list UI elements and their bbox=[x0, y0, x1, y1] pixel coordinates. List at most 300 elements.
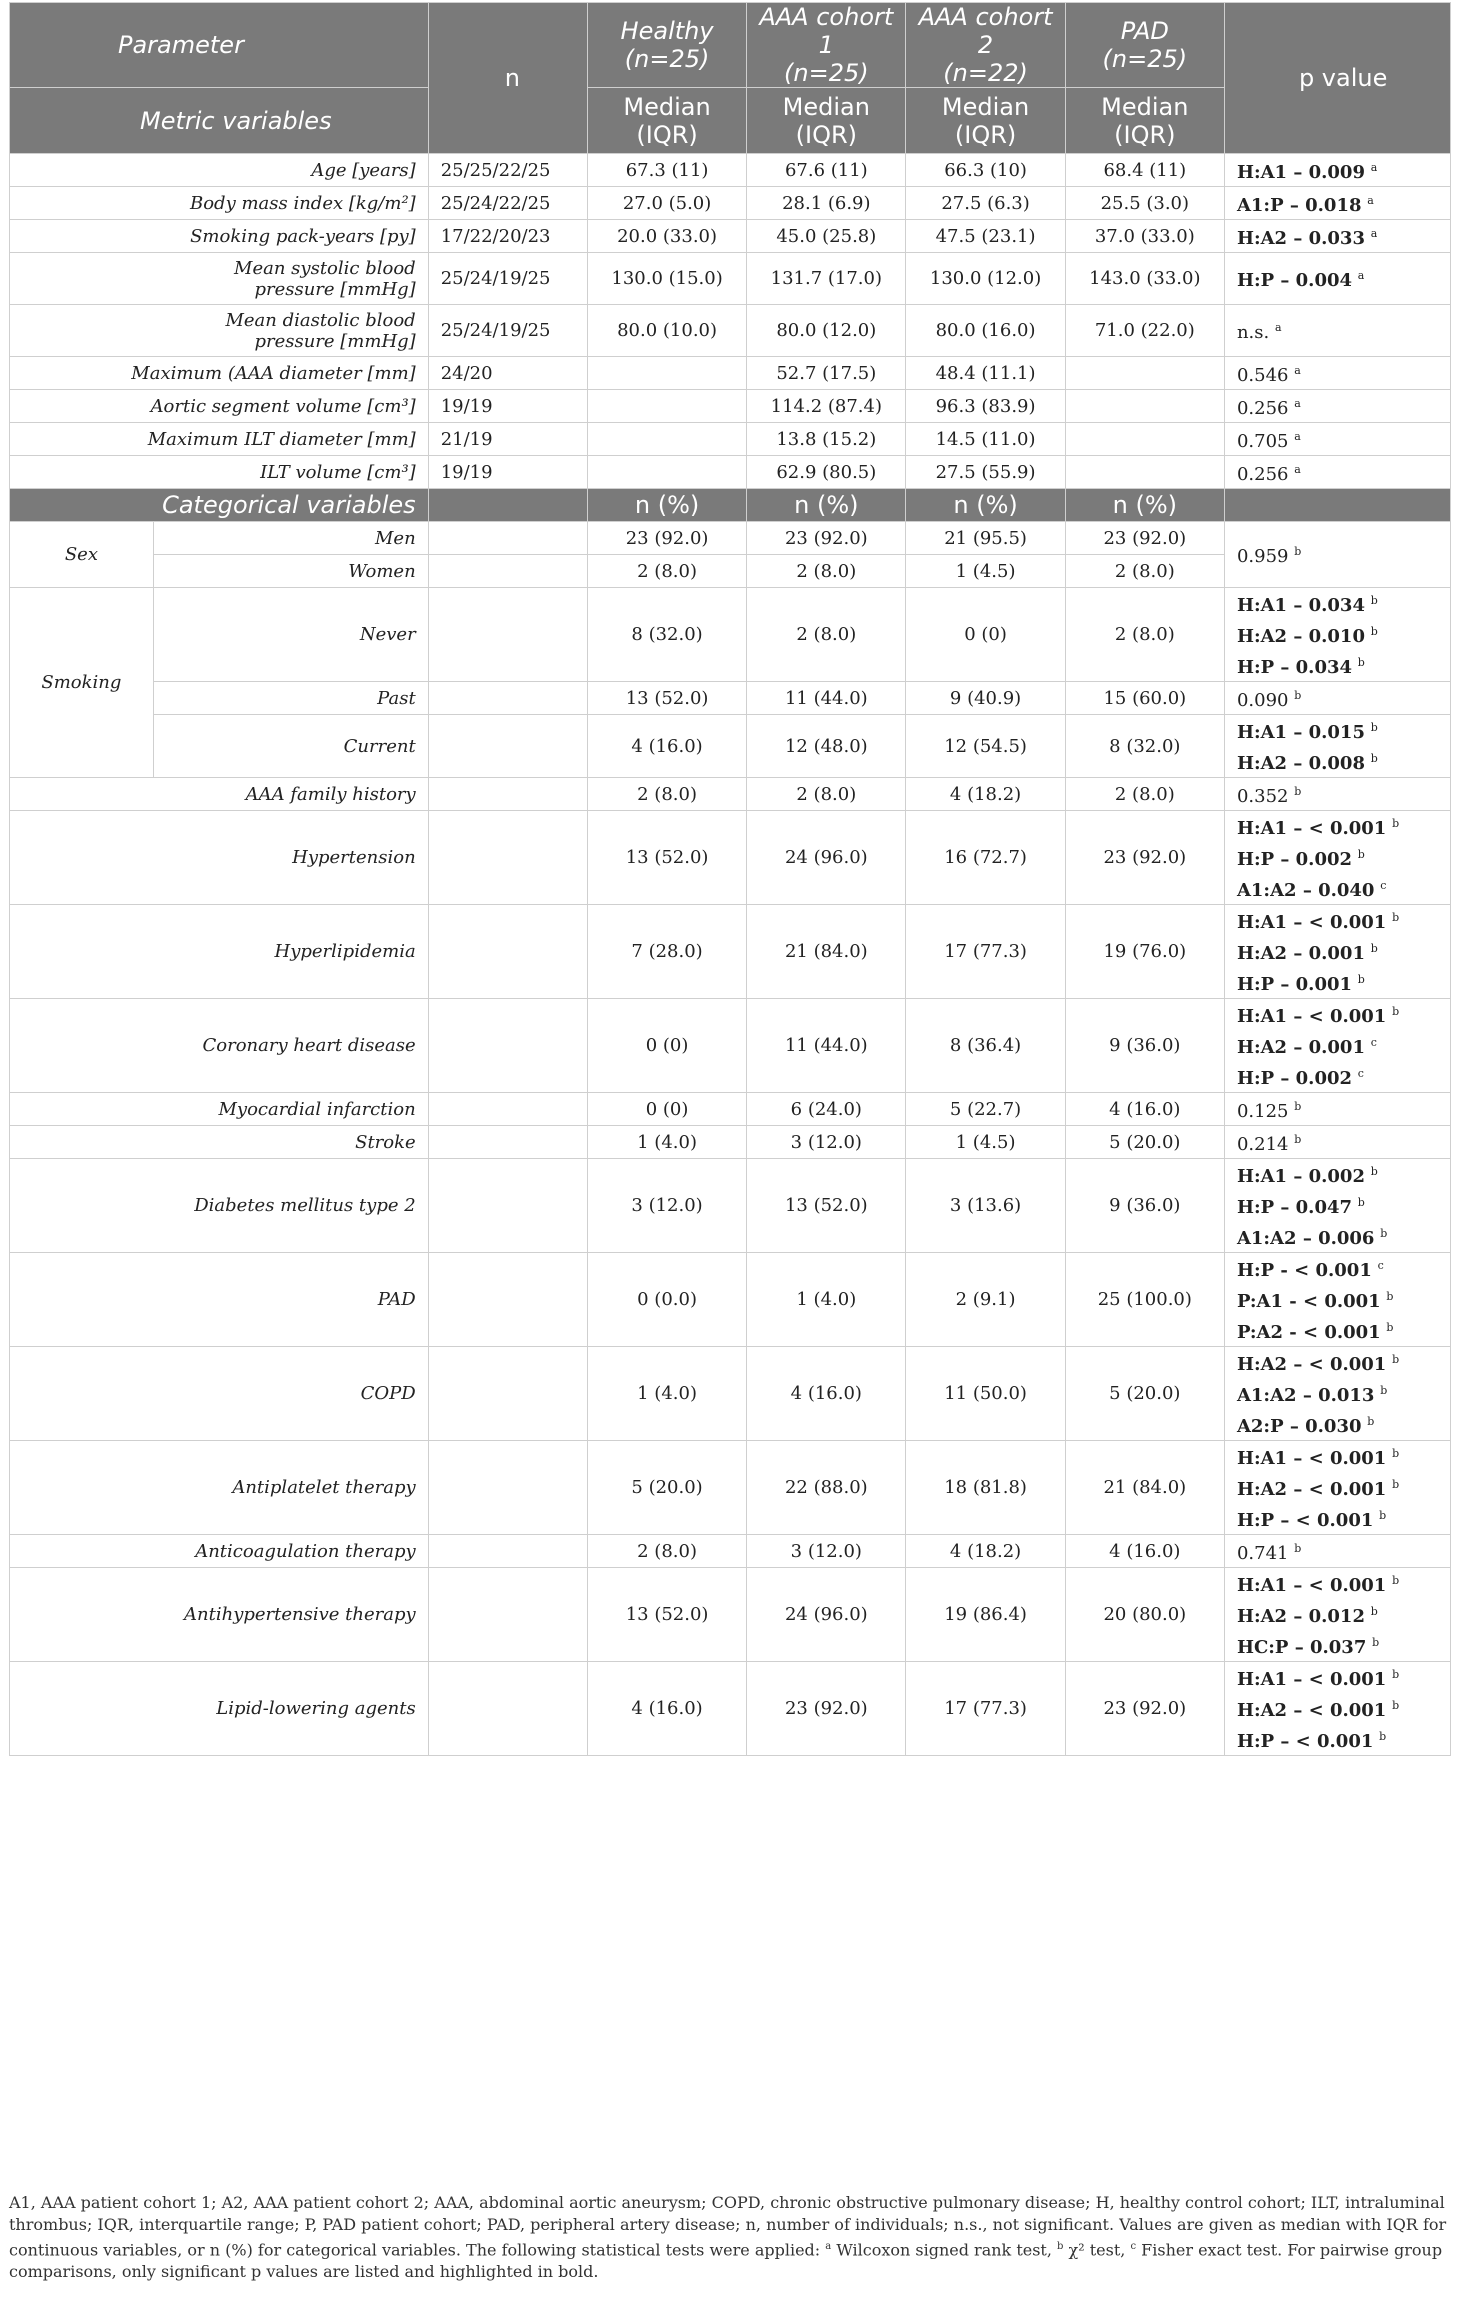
p-value-cell bbox=[1224, 588, 1450, 682]
value-cell: 80.0 (12.0) bbox=[747, 305, 906, 357]
value-cell: 8 (32.0) bbox=[587, 588, 746, 682]
header-p-value: p value bbox=[1224, 3, 1450, 154]
p-value-text: H:A2 – 0.001 bbox=[1236, 1037, 1365, 1058]
header-n: n bbox=[428, 3, 587, 154]
test-marker: b bbox=[1392, 1353, 1400, 1366]
value-cell: 13 (52.0) bbox=[587, 682, 746, 715]
sex-row bbox=[10, 522, 1451, 555]
test-marker: c bbox=[1380, 879, 1387, 892]
test-marker: b bbox=[1392, 817, 1400, 830]
test-marker: b bbox=[1379, 1509, 1387, 1522]
n-cell bbox=[428, 522, 587, 555]
p-value-cell bbox=[1224, 1093, 1450, 1126]
smoking-row bbox=[10, 588, 1451, 682]
table-body bbox=[10, 3, 1451, 1756]
metric-row bbox=[10, 154, 1451, 187]
n-cell: 25/24/19/25 bbox=[428, 253, 587, 305]
value-cell: 2 (8.0) bbox=[747, 555, 906, 588]
p-value-text: 0.546 bbox=[1236, 364, 1289, 386]
p-value-text: H:A2 – 0.033 bbox=[1236, 227, 1365, 249]
baseline-characteristics-table bbox=[9, 2, 1451, 1756]
value-cell: 67.3 (11) bbox=[587, 154, 746, 187]
value-cell: 3 (12.0) bbox=[747, 1126, 906, 1159]
value-cell: 2 (9.1) bbox=[906, 1253, 1065, 1347]
p-value-text: H:P – < 0.001 bbox=[1236, 1731, 1374, 1752]
test-marker: b bbox=[1294, 1099, 1302, 1113]
value-cell: 2 (8.0) bbox=[587, 1535, 746, 1568]
value-cell: 0 (0.0) bbox=[587, 1253, 746, 1347]
test-marker: b bbox=[1370, 1605, 1378, 1618]
value-cell: 23 (92.0) bbox=[747, 522, 906, 555]
p-value-text: A1:P – 0.018 bbox=[1236, 194, 1362, 216]
test-marker: a bbox=[1294, 429, 1301, 443]
value-cell: 23 (92.0) bbox=[587, 522, 746, 555]
p-value-cell bbox=[1224, 423, 1450, 456]
p-value-text: P:A1 - < 0.001 bbox=[1236, 1291, 1381, 1312]
parameter-label: Mean systolic blood pressure [mmHg] bbox=[10, 253, 429, 305]
test-marker: b bbox=[1370, 752, 1378, 765]
parameter-label: Antiplatelet therapy bbox=[10, 1441, 429, 1535]
parameter-label: Age [years] bbox=[10, 154, 429, 187]
n-cell bbox=[428, 905, 587, 999]
p-value-text: H:A1 – < 0.001 bbox=[1236, 1448, 1387, 1469]
p-value-cell bbox=[1224, 253, 1450, 305]
header-aaa-cohort-1: AAA cohort 1 (n=25) bbox=[747, 3, 906, 88]
value-cell: 27.0 (5.0) bbox=[587, 187, 746, 220]
value-cell: 4 (18.2) bbox=[906, 778, 1065, 811]
value-cell: 20.0 (33.0) bbox=[587, 220, 746, 253]
p-value-text: H:A1 – 0.009 bbox=[1236, 161, 1365, 183]
value-cell: 68.4 (11) bbox=[1065, 154, 1224, 187]
categorical-row bbox=[10, 1126, 1451, 1159]
n-cell bbox=[428, 1159, 587, 1253]
p-value-text: H:A1 – < 0.001 bbox=[1236, 1006, 1387, 1027]
p-value-cell bbox=[1224, 390, 1450, 423]
value-cell: 71.0 (22.0) bbox=[1065, 305, 1224, 357]
test-marker: b bbox=[1392, 1574, 1400, 1587]
p-value-cell bbox=[1224, 905, 1450, 999]
test-marker: b bbox=[1386, 1290, 1394, 1303]
p-value-cell bbox=[1224, 682, 1450, 715]
value-cell: 143.0 (33.0) bbox=[1065, 253, 1224, 305]
value-cell: 47.5 (23.1) bbox=[906, 220, 1065, 253]
value-cell: 9 (40.9) bbox=[906, 682, 1065, 715]
header-blank bbox=[1224, 489, 1450, 522]
test-marker: b bbox=[1370, 1165, 1378, 1178]
test-marker: b bbox=[1392, 911, 1400, 924]
test-marker: b bbox=[1392, 1447, 1400, 1460]
n-cell bbox=[428, 1093, 587, 1126]
value-cell: 2 (8.0) bbox=[747, 588, 906, 682]
categorical-row bbox=[10, 905, 1451, 999]
categorical-row bbox=[10, 1253, 1451, 1347]
n-cell bbox=[428, 715, 587, 778]
header-aaa-cohort-2: AAA cohort 2 (n=22) bbox=[906, 3, 1065, 88]
parameter-label: ILT volume [cm³] bbox=[10, 456, 429, 489]
sex-subcategory: Women bbox=[153, 555, 428, 588]
test-marker: b bbox=[1370, 942, 1378, 955]
value-cell: 1 (4.0) bbox=[747, 1253, 906, 1347]
categorical-row bbox=[10, 811, 1451, 905]
test-marker: a bbox=[1294, 462, 1301, 476]
n-cell bbox=[428, 1568, 587, 1662]
test-marker: b bbox=[1294, 1132, 1302, 1146]
test-marker: a bbox=[1294, 363, 1301, 377]
n-cell: 25/24/19/25 bbox=[428, 305, 587, 357]
value-cell: 66.3 (10) bbox=[906, 154, 1065, 187]
p-value-cell bbox=[1224, 1159, 1450, 1253]
value-cell: 21 (84.0) bbox=[1065, 1441, 1224, 1535]
parameter-label: Body mass index [kg/m²] bbox=[10, 187, 429, 220]
p-value-text: H:A1 – 0.034 bbox=[1236, 595, 1365, 616]
value-cell: 23 (92.0) bbox=[747, 1662, 906, 1756]
value-cell: 12 (48.0) bbox=[747, 715, 906, 778]
p-value-text: 0.214 bbox=[1236, 1133, 1289, 1155]
value-cell: 37.0 (33.0) bbox=[1065, 220, 1224, 253]
p-value-text: 0.705 bbox=[1236, 430, 1289, 452]
smoking-subcategory: Current bbox=[153, 715, 428, 778]
value-cell: 131.7 (17.0) bbox=[747, 253, 906, 305]
test-marker: b bbox=[1357, 1196, 1365, 1209]
p-value-cell bbox=[1224, 1253, 1450, 1347]
parameter-label: Smoking pack-years [py] bbox=[10, 220, 429, 253]
test-marker: b bbox=[1370, 721, 1378, 734]
value-cell: 5 (22.7) bbox=[906, 1093, 1065, 1126]
p-value-cell bbox=[1224, 1441, 1450, 1535]
test-marker: a bbox=[1367, 193, 1374, 207]
p-value-text: H:P – 0.002 bbox=[1236, 849, 1353, 870]
value-cell: 15 (60.0) bbox=[1065, 682, 1224, 715]
p-value-text: H:A2 – < 0.001 bbox=[1236, 1700, 1387, 1721]
smoking-label: Smoking bbox=[10, 588, 154, 778]
header-n-percent: n (%) bbox=[1065, 489, 1224, 522]
metric-row bbox=[10, 357, 1451, 390]
value-cell: 9 (36.0) bbox=[1065, 1159, 1224, 1253]
p-value-cell bbox=[1224, 154, 1450, 187]
parameter-label: Myocardial infarction bbox=[10, 1093, 429, 1126]
test-marker: b bbox=[1294, 545, 1302, 558]
n-cell bbox=[428, 588, 587, 682]
test-marker: b bbox=[1370, 594, 1378, 607]
value-cell: 23 (92.0) bbox=[1065, 1662, 1224, 1756]
value-cell: 7 (28.0) bbox=[587, 905, 746, 999]
value-cell: 21 (84.0) bbox=[747, 905, 906, 999]
value-cell: 62.9 (80.5) bbox=[747, 456, 906, 489]
header-row-1 bbox=[10, 3, 1451, 88]
n-cell bbox=[428, 682, 587, 715]
value-cell: 4 (18.2) bbox=[906, 1535, 1065, 1568]
p-value-cell bbox=[1224, 522, 1450, 588]
header-healthy: Healthy (n=25) bbox=[587, 3, 746, 88]
categorical-row bbox=[10, 1441, 1451, 1535]
parameter-label: Hypertension bbox=[10, 811, 429, 905]
p-value-cell bbox=[1224, 1126, 1450, 1159]
value-cell: 12 (54.5) bbox=[906, 715, 1065, 778]
test-marker: c bbox=[1370, 1036, 1377, 1049]
value-cell: 3 (12.0) bbox=[747, 1535, 906, 1568]
value-cell: 2 (8.0) bbox=[1065, 778, 1224, 811]
p-value-text: H:P – 0.001 bbox=[1236, 974, 1353, 995]
value-cell: 0 (0) bbox=[587, 999, 746, 1093]
header-n-percent: n (%) bbox=[906, 489, 1065, 522]
value-cell: 9 (36.0) bbox=[1065, 999, 1224, 1093]
test-marker: c bbox=[1357, 1067, 1364, 1080]
parameter-label: Antihypertensive therapy bbox=[10, 1568, 429, 1662]
value-cell: 1 (4.5) bbox=[906, 1126, 1065, 1159]
p-value-text: 0.352 bbox=[1236, 785, 1289, 807]
metric-row bbox=[10, 220, 1451, 253]
p-value-text: H:A2 – 0.010 bbox=[1236, 626, 1365, 647]
test-marker: c bbox=[1377, 1259, 1384, 1272]
parameter-label: Aortic segment volume [cm³] bbox=[10, 390, 429, 423]
n-cell: 24/20 bbox=[428, 357, 587, 390]
n-cell: 17/22/20/23 bbox=[428, 220, 587, 253]
value-cell: 130.0 (15.0) bbox=[587, 253, 746, 305]
value-cell: 13.8 (15.2) bbox=[747, 423, 906, 456]
n-cell bbox=[428, 555, 587, 588]
n-cell bbox=[428, 1662, 587, 1756]
value-cell: 4 (16.0) bbox=[587, 1662, 746, 1756]
header-metric-variables: Metric variables bbox=[10, 88, 429, 154]
test-marker: b bbox=[1367, 1415, 1375, 1428]
value-cell: 23 (92.0) bbox=[1065, 522, 1224, 555]
n-cell bbox=[428, 1253, 587, 1347]
parameter-label: Maximum (AAA diameter [mm] bbox=[10, 357, 429, 390]
categorical-row bbox=[10, 1093, 1451, 1126]
p-value-text: 0.741 bbox=[1236, 1542, 1289, 1564]
test-marker: a bbox=[1294, 396, 1301, 410]
n-cell: 19/19 bbox=[428, 456, 587, 489]
value-cell: 4 (16.0) bbox=[1065, 1093, 1224, 1126]
n-cell bbox=[428, 1441, 587, 1535]
p-value-text: H:P – 0.004 bbox=[1236, 270, 1353, 291]
p-value-text: 0.959 bbox=[1236, 546, 1289, 567]
value-cell: 2 (8.0) bbox=[747, 778, 906, 811]
value-cell: 3 (13.6) bbox=[906, 1159, 1065, 1253]
p-value-cell bbox=[1224, 1568, 1450, 1662]
categorical-row bbox=[10, 1347, 1451, 1441]
test-marker: a bbox=[1274, 321, 1282, 334]
p-value-cell bbox=[1224, 999, 1450, 1093]
p-value-text: H:A1 – < 0.001 bbox=[1236, 1669, 1387, 1690]
p-value-text: P:A2 - < 0.001 bbox=[1236, 1322, 1381, 1343]
value-cell: 21 (95.5) bbox=[906, 522, 1065, 555]
value-cell: 2 (8.0) bbox=[587, 778, 746, 811]
value-cell: 27.5 (55.9) bbox=[906, 456, 1065, 489]
value-cell: 130.0 (12.0) bbox=[906, 253, 1065, 305]
value-cell: 8 (32.0) bbox=[1065, 715, 1224, 778]
value-cell: 27.5 (6.3) bbox=[906, 187, 1065, 220]
value-cell: 23 (92.0) bbox=[1065, 811, 1224, 905]
parameter-label: Stroke bbox=[10, 1126, 429, 1159]
header-median-healthy: Median (IQR) bbox=[587, 88, 746, 154]
smoking-row bbox=[10, 715, 1451, 778]
value-cell: 3 (12.0) bbox=[587, 1159, 746, 1253]
value-cell: 25.5 (3.0) bbox=[1065, 187, 1224, 220]
value-cell: 14.5 (11.0) bbox=[906, 423, 1065, 456]
sex-subcategory: Men bbox=[153, 522, 428, 555]
test-marker: b bbox=[1386, 1321, 1394, 1334]
table-footnote: A1, AAA patient cohort 1; A2, AAA patient cohort 2; AAA, abdominal aortic aneurysm; COPD, chronic obstructive pulmonary disease; H, healthy control cohort; ILT, intraluminal thrombus; IQR, interquartile range; P, PAD patient cohort; PAD, peripheral artery disease; n, number of individuals; n.s., not significant. Values are given as median with IQR for continuous variables, or n (%) for categorical variables. The following statistical tests were applied: $^a$ Wilcoxon signed rank test, $^b$ χ² test, $^c$ Fisher exact test. For pairwise group comparisons, only significant p values are listed and highlighted in bold. bbox=[9, 2193, 1447, 2282]
metric-row bbox=[10, 423, 1451, 456]
value-cell: 20 (80.0) bbox=[1065, 1568, 1224, 1662]
test-marker: a bbox=[1370, 160, 1378, 174]
p-value-cell bbox=[1224, 305, 1450, 357]
header-median-pad: Median (IQR) bbox=[1065, 88, 1224, 154]
value-cell: 45.0 (25.8) bbox=[747, 220, 906, 253]
smoking-subcategory: Never bbox=[153, 588, 428, 682]
value-cell: 4 (16.0) bbox=[1065, 1535, 1224, 1568]
parameter-label: COPD bbox=[10, 1347, 429, 1441]
value-cell: 11 (44.0) bbox=[747, 999, 906, 1093]
p-value-cell bbox=[1224, 811, 1450, 905]
p-value-text: H:P – < 0.001 bbox=[1236, 1510, 1374, 1531]
value-cell: 24 (96.0) bbox=[747, 1568, 906, 1662]
parameter-label: PAD bbox=[10, 1253, 429, 1347]
n-cell bbox=[428, 1347, 587, 1441]
p-value-text: A1:A2 – 0.006 bbox=[1236, 1228, 1375, 1249]
test-marker: a bbox=[1357, 269, 1365, 282]
smoking-subcategory: Past bbox=[153, 682, 428, 715]
value-cell bbox=[587, 423, 746, 456]
test-marker: b bbox=[1357, 656, 1365, 669]
metric-row bbox=[10, 253, 1451, 305]
value-cell bbox=[1065, 423, 1224, 456]
value-cell: 19 (86.4) bbox=[906, 1568, 1065, 1662]
value-cell: 114.2 (87.4) bbox=[747, 390, 906, 423]
value-cell: 96.3 (83.9) bbox=[906, 390, 1065, 423]
value-cell bbox=[587, 357, 746, 390]
test-marker: b bbox=[1372, 1636, 1380, 1649]
value-cell: 13 (52.0) bbox=[587, 1568, 746, 1662]
value-cell bbox=[1065, 357, 1224, 390]
value-cell: 11 (50.0) bbox=[906, 1347, 1065, 1441]
header-median-aaa2: Median (IQR) bbox=[906, 88, 1065, 154]
n-cell: 19/19 bbox=[428, 390, 587, 423]
value-cell: 17 (77.3) bbox=[906, 905, 1065, 999]
parameter-label: Hyperlipidemia bbox=[10, 905, 429, 999]
value-cell: 6 (24.0) bbox=[747, 1093, 906, 1126]
p-value-text: 0.125 bbox=[1236, 1100, 1289, 1122]
p-value-text: HC:P – 0.037 bbox=[1236, 1637, 1367, 1658]
header-parameter: Parameter bbox=[10, 3, 429, 88]
categorical-row bbox=[10, 1535, 1451, 1568]
test-marker: b bbox=[1392, 1478, 1400, 1491]
p-value-text: H:P – 0.002 bbox=[1236, 1068, 1353, 1089]
p-value-cell bbox=[1224, 220, 1450, 253]
categorical-row bbox=[10, 1159, 1451, 1253]
p-value-text: H:A1 – < 0.001 bbox=[1236, 1575, 1387, 1596]
value-cell: 17 (77.3) bbox=[906, 1662, 1065, 1756]
test-marker: b bbox=[1357, 848, 1365, 861]
header-median-aaa1: Median (IQR) bbox=[747, 88, 906, 154]
n-cell bbox=[428, 1535, 587, 1568]
p-value-text: 0.256 bbox=[1236, 397, 1289, 419]
n-cell bbox=[428, 1126, 587, 1159]
p-value-text: 0.090 bbox=[1236, 689, 1289, 711]
test-marker: b bbox=[1392, 1005, 1400, 1018]
test-marker: b bbox=[1392, 1699, 1400, 1712]
value-cell: 5 (20.0) bbox=[587, 1441, 746, 1535]
test-marker: a bbox=[1370, 226, 1378, 240]
parameter-label: Maximum ILT diameter [mm] bbox=[10, 423, 429, 456]
parameter-label: Diabetes mellitus type 2 bbox=[10, 1159, 429, 1253]
parameter-label: AAA family history bbox=[10, 778, 429, 811]
value-cell: 8 (36.4) bbox=[906, 999, 1065, 1093]
p-value-cell bbox=[1224, 456, 1450, 489]
value-cell: 28.1 (6.9) bbox=[747, 187, 906, 220]
parameter-label: Coronary heart disease bbox=[10, 999, 429, 1093]
p-value-text: H:A2 – 0.008 bbox=[1236, 753, 1365, 774]
p-value-cell bbox=[1224, 1535, 1450, 1568]
categorical-header-row bbox=[10, 489, 1451, 522]
categorical-row bbox=[10, 1662, 1451, 1756]
value-cell: 5 (20.0) bbox=[1065, 1126, 1224, 1159]
test-marker: b bbox=[1380, 1227, 1388, 1240]
p-value-text: H:A1 – 0.002 bbox=[1236, 1166, 1365, 1187]
value-cell bbox=[587, 456, 746, 489]
p-value-text: H:A2 – < 0.001 bbox=[1236, 1354, 1387, 1375]
categorical-row bbox=[10, 1568, 1451, 1662]
n-cell bbox=[428, 999, 587, 1093]
smoking-row bbox=[10, 682, 1451, 715]
p-value-text: A1:A2 – 0.013 bbox=[1236, 1385, 1375, 1406]
value-cell: 4 (16.0) bbox=[587, 715, 746, 778]
header-n-percent: n (%) bbox=[747, 489, 906, 522]
n-cell bbox=[428, 778, 587, 811]
p-value-text: H:P – 0.034 bbox=[1236, 657, 1353, 678]
p-value-text: H:P – 0.047 bbox=[1236, 1197, 1353, 1218]
value-cell: 1 (4.0) bbox=[587, 1347, 746, 1441]
value-cell: 2 (8.0) bbox=[1065, 555, 1224, 588]
value-cell: 2 (8.0) bbox=[587, 555, 746, 588]
p-value-text: H:A1 – < 0.001 bbox=[1236, 818, 1387, 839]
p-value-cell bbox=[1224, 715, 1450, 778]
p-value-text: H:P - < 0.001 bbox=[1236, 1260, 1372, 1281]
metric-row bbox=[10, 390, 1451, 423]
value-cell: 1 (4.5) bbox=[906, 555, 1065, 588]
value-cell bbox=[1065, 456, 1224, 489]
test-marker: b bbox=[1294, 688, 1302, 702]
metric-row bbox=[10, 456, 1451, 489]
parameter-label: Mean diastolic blood pressure [mmHg] bbox=[10, 305, 429, 357]
p-value-text: H:A2 – < 0.001 bbox=[1236, 1479, 1387, 1500]
value-cell: 4 (16.0) bbox=[747, 1347, 906, 1441]
metric-row bbox=[10, 187, 1451, 220]
header-pad: PAD (n=25) bbox=[1065, 3, 1224, 88]
p-value-cell bbox=[1224, 357, 1450, 390]
p-value-text: 0.256 bbox=[1236, 463, 1289, 485]
test-marker: b bbox=[1294, 784, 1302, 798]
value-cell: 52.7 (17.5) bbox=[747, 357, 906, 390]
value-cell: 16 (72.7) bbox=[906, 811, 1065, 905]
value-cell: 25 (100.0) bbox=[1065, 1253, 1224, 1347]
p-value-text: A1:A2 – 0.040 bbox=[1236, 880, 1375, 901]
n-cell: 25/24/22/25 bbox=[428, 187, 587, 220]
test-marker: b bbox=[1380, 1384, 1388, 1397]
parameter-label: Anticoagulation therapy bbox=[10, 1535, 429, 1568]
categorical-row bbox=[10, 778, 1451, 811]
value-cell: 1 (4.0) bbox=[587, 1126, 746, 1159]
n-cell: 21/19 bbox=[428, 423, 587, 456]
p-value-text: A2:P – 0.030 bbox=[1236, 1416, 1362, 1437]
value-cell: 67.6 (11) bbox=[747, 154, 906, 187]
p-value-text: H:A2 – 0.012 bbox=[1236, 1606, 1365, 1627]
sex-label: Sex bbox=[10, 522, 154, 588]
value-cell bbox=[587, 390, 746, 423]
value-cell bbox=[1065, 390, 1224, 423]
value-cell: 2 (8.0) bbox=[1065, 588, 1224, 682]
